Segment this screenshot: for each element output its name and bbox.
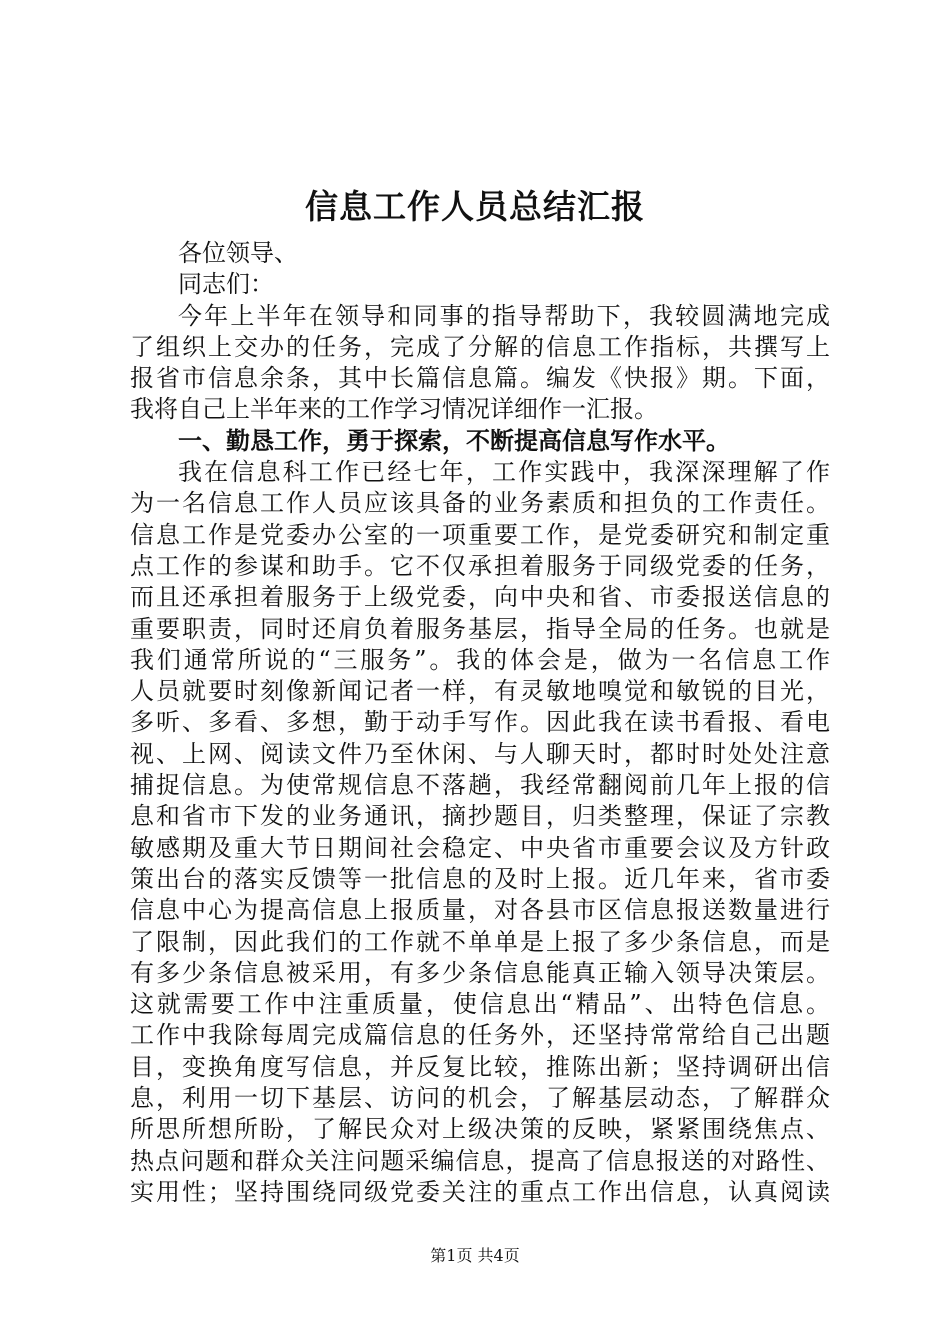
intro-line: 我将自己上半年来的工作学习情况详细作一汇报。 [130,395,658,424]
salutation-line: 同志们： [178,270,274,299]
section-line: 实用性；坚持围绕同级党委关注的重点工作出信息，认真阅读 [130,1177,830,1206]
section-line: 人员就要时刻像新闻记者一样，有灵敏地嗅觉和敏锐的目光， [130,677,830,706]
section-line: 而且还承担着服务于上级党委，向中央和省、市委报送信息的 [130,583,830,612]
intro-line: 今年上半年在领导和同事的指导帮助下，我较圆满地完成 [178,301,830,330]
intro-line: 报省市信息余条，其中长篇信息篇。编发《快报》期。下面， [130,364,830,393]
section-line: 点工作的参谋和助手。它不仅承担着服务于同级党委的任务， [130,551,830,580]
salutation-line: 各位领导、 [178,239,298,267]
section-line: 视、上网、阅读文件乃至休闲、与人聊天时，都时时处处注意 [130,739,830,768]
section-line: 策出台的落实反馈等一批信息的及时上报。近几年来，省市委 [130,864,830,893]
document-title: 信息工作人员总结汇报 [305,187,645,226]
section-line: 我在信息科工作已经七年，工作实践中，我深深理解了作 [178,458,830,487]
section-line: 了限制，因此我们的工作就不单单是上报了多少条信息，而是 [130,927,830,956]
section-line: 重要职责，同时还肩负着服务基层，指导全局的任务。也就是 [130,614,830,643]
intro-line: 了组织上交办的任务，完成了分解的信息工作指标，共撰写上 [130,332,830,361]
section-line: 热点问题和群众关注问题采编信息，提高了信息报送的对路性、 [130,1146,830,1175]
section-line: 多听、多看、多想，勤于动手写作。因此我在读书看报、看电 [130,708,830,737]
section-line: 为一名信息工作人员应该具备的业务素质和担负的工作责任。 [130,489,830,518]
section-line: 目，变换角度写信息，并反复比较，推陈出新；坚持调研出信 [130,1052,830,1081]
section-line: 所思所想所盼，了解民众对上级决策的反映，紧紧围绕焦点、 [130,1115,830,1144]
section-line: 我们通常所说的“三服务”。我的体会是，做为一名信息工作 [130,645,830,674]
section-line: 敏感期及重大节日期间社会稳定、中央省市重要会议及方针政 [130,833,830,862]
section-heading: 一、勤恳工作，勇于探索，不断提高信息写作水平。 [178,426,730,455]
page-footer: 第1页 共4页 [430,1246,520,1265]
section-line: 信息中心为提高信息上报质量，对各县市区信息报送数量进行 [130,896,830,925]
section-line: 有多少条信息被采用，有多少条信息能真正输入领导决策层。 [130,958,830,987]
section-line: 息，利用一切下基层、访问的机会，了解基层动态，了解群众 [130,1084,830,1113]
section-line: 捕捉信息。为使常规信息不落趟，我经常翻阅前几年上报的信 [130,771,830,800]
section-line: 信息工作是党委办公室的一项重要工作，是党委研究和制定重 [130,520,830,549]
section-line: 这就需要工作中注重质量，使信息出“精品”、出特色信息。 [130,990,830,1019]
document-body [130,238,830,1208]
section-line: 息和省市下发的业务通讯，摘抄题目，归类整理，保证了宗教 [130,802,830,831]
section-line: 工作中我除每周完成篇信息的任务外，还坚持常常给自己出题 [130,1021,830,1050]
